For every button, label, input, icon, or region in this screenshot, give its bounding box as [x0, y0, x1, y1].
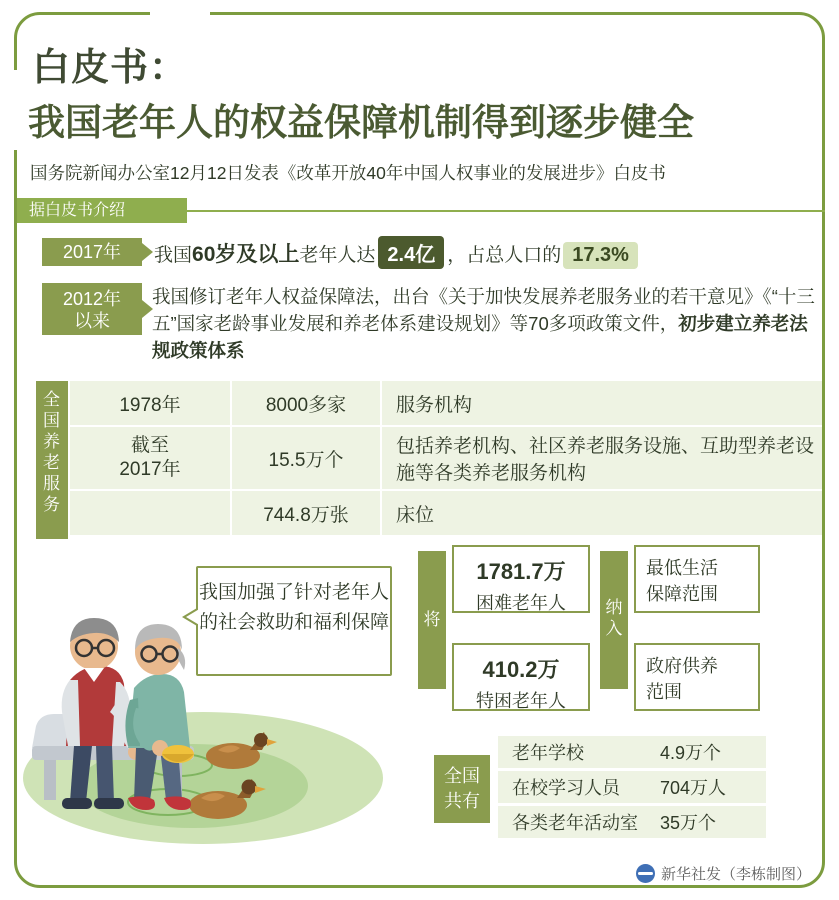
list-item-name: 老年学校: [512, 743, 584, 763]
table-cell-count: 15.5万个: [232, 427, 382, 489]
national-tag-line2: 共有: [444, 791, 480, 811]
stat-2017-age: 60岁及以上: [192, 243, 300, 266]
table-row: [70, 381, 822, 427]
year-tag-2017: [42, 238, 142, 266]
section-band-rule: [187, 210, 825, 212]
table-row: [70, 491, 822, 535]
welfare-speech-box: 我国加强了针对老年人的社会救助和福利保障: [196, 566, 392, 676]
table-cell-count: 8000多家: [232, 381, 382, 425]
stat-2017-count-chip: 2.4亿: [378, 236, 444, 269]
table-cell-desc: 包括养老机构、社区养老服务设施、互助型养老设施等各类养老服务机构: [382, 427, 822, 489]
connector-label-jiang: 将: [418, 551, 446, 689]
xinhua-globe-icon: [636, 864, 655, 883]
service-table-side-label: 全国养老服务: [36, 381, 68, 539]
table-cell-year-line1: 截至: [130, 435, 169, 456]
list-item: [498, 806, 766, 838]
table-cell-year: [70, 491, 232, 535]
page-title-line2: 我国老年人的权益保障机制得到逐步健全: [28, 102, 694, 143]
table-cell-year: [70, 427, 232, 489]
national-total-tag: [434, 755, 490, 823]
stat-2017-mid: 老年人达: [299, 245, 376, 266]
welfare-box-difficult-elderly: [452, 545, 590, 613]
year-tag-2017-label: 2017年: [62, 242, 122, 262]
list-item: [498, 736, 766, 768]
footer-credit: [636, 863, 811, 884]
stat-2017-suffix: ，占总人口的: [447, 245, 562, 266]
welfare-target-government-support: [634, 643, 760, 711]
table-cell-year-line2: 2017年: [119, 459, 181, 480]
service-table: [70, 381, 822, 535]
list-item-name: 在校学习人员: [512, 778, 620, 798]
year-tag-2012-line1: 2012年: [62, 289, 122, 309]
page-subtitle: 国务院新闻办公室12月12日发表《改革开放40年中国人权事业的发展进步》白皮书: [30, 163, 666, 183]
page-title-line1: 白皮书：: [32, 47, 189, 89]
table-cell-count: 744.8万张: [232, 491, 382, 535]
year-tag-2012: [42, 283, 142, 335]
national-tag-line1: 全国: [444, 766, 480, 786]
connector-label-naru: 纳 入: [600, 551, 628, 689]
frame-notch-left: [14, 70, 28, 150]
paragraph-2012-text: 我国修订老年人权益保障法，出台《关于加快发展养老服务业的若干意见》《“十三五”国家老龄事业发展和养老体系建设规划》等70多项政策文件，: [152, 286, 815, 334]
frame-notch-top: [150, 6, 210, 20]
welfare-target-minimum-living: [634, 545, 760, 613]
table-cell-desc: 服务机构: [382, 381, 822, 425]
list-item-value: 704万人: [660, 778, 727, 798]
welfare-target-text-1: 最低生活 保障范围: [646, 558, 718, 604]
stat-2017-prefix: 我国: [154, 245, 193, 266]
table-row: [70, 427, 822, 491]
welfare-box-extreme-poverty-elderly: [452, 643, 590, 711]
year-tag-2012-line2: 以来: [74, 311, 110, 331]
stat-2017-percent-chip: 17.3%: [563, 242, 638, 269]
stat-line-2017: [154, 236, 640, 269]
welfare-label-2: 特困老年人: [476, 691, 566, 711]
table-cell-year: 1978年: [70, 381, 232, 425]
welfare-target-text-2: 政府供养 范围: [646, 656, 718, 702]
section-band-label: 据白皮书介绍: [29, 202, 126, 219]
paragraph-2012-emphasis: 初步建立养老法规政策体系: [152, 313, 808, 361]
list-item-value: 4.9万个: [660, 743, 722, 763]
section-band: [17, 198, 187, 223]
list-item: [498, 771, 766, 803]
welfare-label-1: 困难老年人: [476, 593, 566, 613]
footer-credit-text: 新华社发（李栋制图）: [660, 866, 811, 883]
welfare-count-2: 410.2万: [482, 657, 560, 682]
paragraph-2012: [152, 283, 820, 364]
list-item-value: 35万个: [660, 813, 717, 833]
welfare-count-1: 1781.7万: [476, 559, 566, 584]
arrow-icon: [142, 243, 153, 261]
national-list: [498, 736, 766, 841]
list-item-name: 各类老年活动室: [512, 813, 638, 833]
table-cell-desc: 床位: [382, 491, 822, 535]
